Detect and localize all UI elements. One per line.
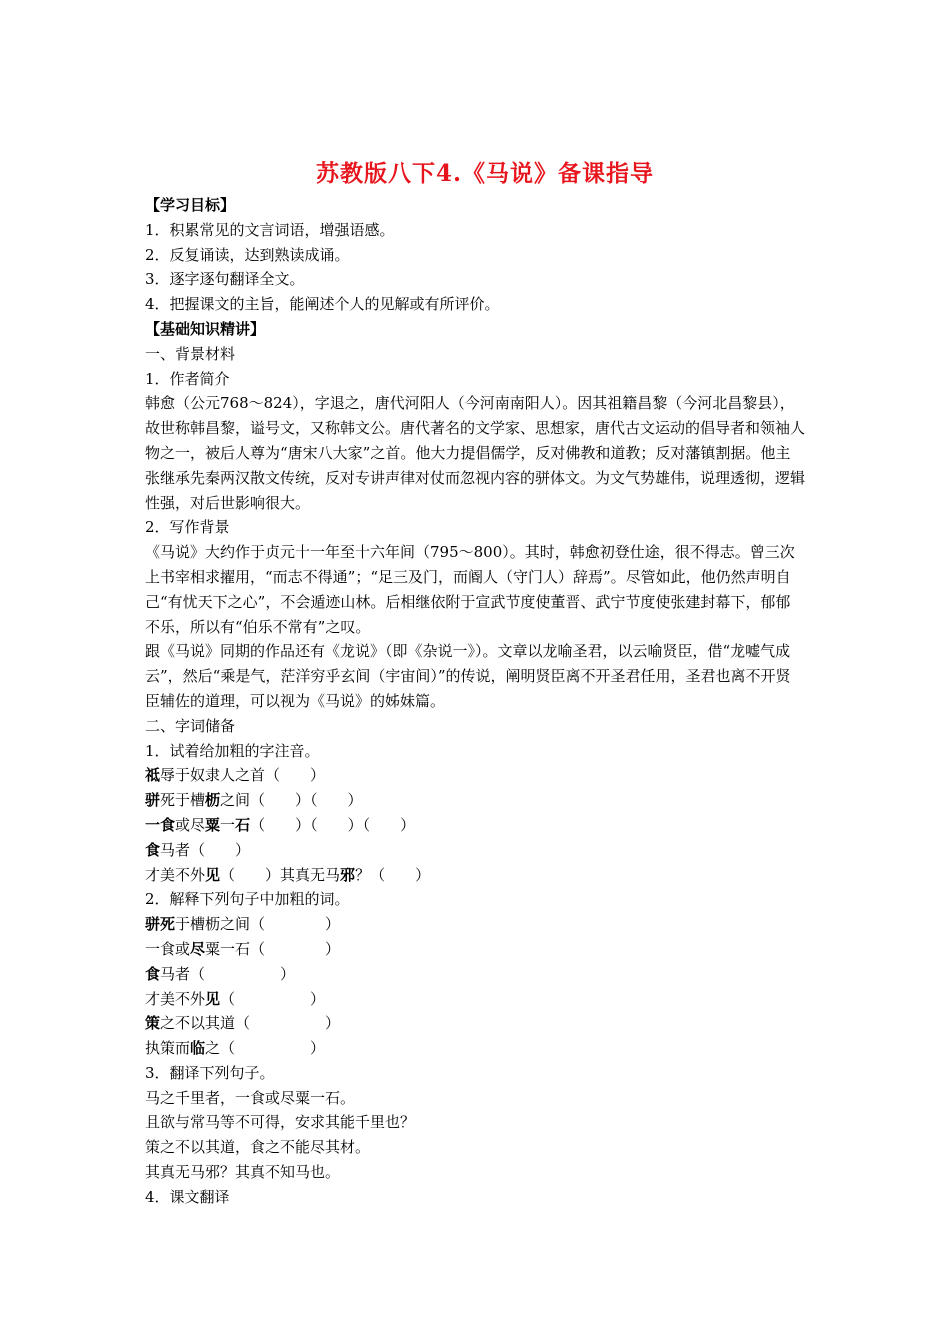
line-text: 才美不外 xyxy=(145,989,206,1008)
line-text: 一 xyxy=(220,815,236,834)
goal-item: 4．把握课文的主旨，能阐述个人的见解或有所评价。 xyxy=(145,295,500,314)
line-text: 马者（ ） xyxy=(160,964,296,983)
line-text: 辱于奴隶人之首（ ） xyxy=(160,766,326,785)
q1-line-1 xyxy=(145,763,805,788)
q1-line-4 xyxy=(145,838,805,863)
q3-heading: 3．翻译下列句子。 xyxy=(145,1063,275,1082)
background-heading: 2．写作背景 xyxy=(145,518,230,537)
q1-line-5 xyxy=(145,863,805,888)
line-text: 执策而 xyxy=(145,1039,191,1058)
line-text: （ ）（ ）（ ） xyxy=(250,815,416,834)
line-text: （ ）其真无马 xyxy=(220,865,341,884)
author-paragraph: 韩愈（公元768～824），字退之，唐代河阳人（今河南南阳人）。因其祖籍昌黎（今河北昌黎县），故世称韩昌黎，谥号文，又称韩文公。唐代著名的文学家、思想家，唐代古文运动的倡导者和领袖人物之一，被后人尊为“唐宋八大家”之首。他大力提倡儒学，反对佛教和道教；反对藩镇割据。他主张继承先秦两汉散文传统，反对专讲声律对仗而忽视内容的骈体文。为文气势雄伟，说理透彻，逻辑性强，对后世影响很大。 xyxy=(145,394,806,512)
line-text: 于槽枥之间（ ） xyxy=(175,915,341,934)
q2-line-3 xyxy=(145,962,805,987)
goal-item: 1．积累常见的文言词语，增强语感。 xyxy=(145,220,395,239)
line-text: （ ） xyxy=(220,989,326,1008)
line-text: 之不以其道（ ） xyxy=(160,1014,341,1033)
bold-word: 食 xyxy=(145,964,161,983)
line-text: 一食或 xyxy=(145,939,191,958)
document-page xyxy=(145,155,805,1210)
q3-sentence: 策之不以其道，食之不能尽其材。 xyxy=(145,1138,371,1157)
line-text: 或尽 xyxy=(175,815,206,834)
q4-heading: 4．课文翻译 xyxy=(145,1187,230,1206)
q3-sentence: 其真无马邪？其真不知马也。 xyxy=(145,1163,341,1182)
author-heading: 1．作者简介 xyxy=(145,369,230,388)
q2-heading: 2．解释下列句子中加粗的词。 xyxy=(145,890,350,909)
line-text: 马者（ ） xyxy=(160,840,251,859)
line-text: 之间（ ）（ ） xyxy=(220,791,363,810)
line-text: 之（ ） xyxy=(205,1039,326,1058)
document-title: 苏教版八下4.《马说》备课指导 xyxy=(315,160,654,187)
bold-char: 祗 xyxy=(145,766,161,785)
q2-line-5 xyxy=(145,1011,805,1036)
q3-sentence: 且欲与常马等不可得，安求其能千里也？ xyxy=(145,1113,416,1132)
line-text: ？（ ） xyxy=(355,865,431,884)
bold-char: 骈 xyxy=(145,791,161,810)
q2-line-4 xyxy=(145,987,805,1012)
q1-line-3 xyxy=(145,813,805,838)
bold-char: 邪 xyxy=(340,865,356,884)
background-paragraph-2: 跟《马说》同期的作品还有《龙说》（即《杂说一》）。文章以龙喻圣君，以云喻贤臣，借“龙嘘气成云”，然后“乘是气，茫洋穷乎玄间（宇宙间）”的传说，阐明贤臣离不开圣君任用，圣君也离不开贤臣辅佐的道理，可以视为《马说》的姊妹篇。 xyxy=(145,642,791,710)
background-paragraph-1: 《马说》大约作于贞元十一年至十六年间（795～800）。其时，韩愈初登仕途，很不得志。曾三次上书宰相求擢用，“而志不得通”；“足三及门，而阍人（守门人）辞焉”。尽管如此，他仍然声明自己“有忧天下之心”，不会遁迹山林。后相继依附于宣武节度使董晋、武宁节度使张建封幕下，郁郁不乐，所以有“伯乐不常有”之叹。 xyxy=(145,543,795,636)
bold-char: 食 xyxy=(145,840,161,859)
q2-line-2 xyxy=(145,937,805,962)
goals-heading: 【学习目标】 xyxy=(145,196,236,214)
bold-word: 骈死 xyxy=(145,915,176,934)
bold-word: 策 xyxy=(145,1014,161,1033)
q3-sentence: 马之千里者，一食或尽粟一石。 xyxy=(145,1088,356,1107)
part1-heading: 一、背景材料 xyxy=(145,344,236,363)
q1-heading: 1．试着给加粗的字注音。 xyxy=(145,741,320,760)
bold-char: 粟 xyxy=(205,815,221,834)
line-text: 死于槽 xyxy=(160,791,206,810)
basics-heading: 【基础知识精讲】 xyxy=(145,319,266,338)
part2-heading: 二、字词储备 xyxy=(145,716,236,735)
q2-line-6 xyxy=(145,1036,805,1061)
bold-word: 见 xyxy=(205,989,221,1008)
bold-word: 临 xyxy=(190,1039,206,1058)
q1-line-2 xyxy=(145,788,805,813)
q2-line-1 xyxy=(145,912,805,937)
bold-char: 石 xyxy=(235,815,251,834)
goal-item: 3．逐字逐句翻译全文。 xyxy=(145,270,305,289)
line-text: 才美不外 xyxy=(145,865,206,884)
bold-char: 枥 xyxy=(205,791,221,810)
line-text: 粟一石（ ） xyxy=(205,939,341,958)
goal-item: 2．反复诵读，达到熟读成诵。 xyxy=(145,245,350,264)
bold-word: 尽 xyxy=(190,939,206,958)
bold-char: 一食 xyxy=(145,815,176,834)
bold-char: 见 xyxy=(205,865,221,884)
